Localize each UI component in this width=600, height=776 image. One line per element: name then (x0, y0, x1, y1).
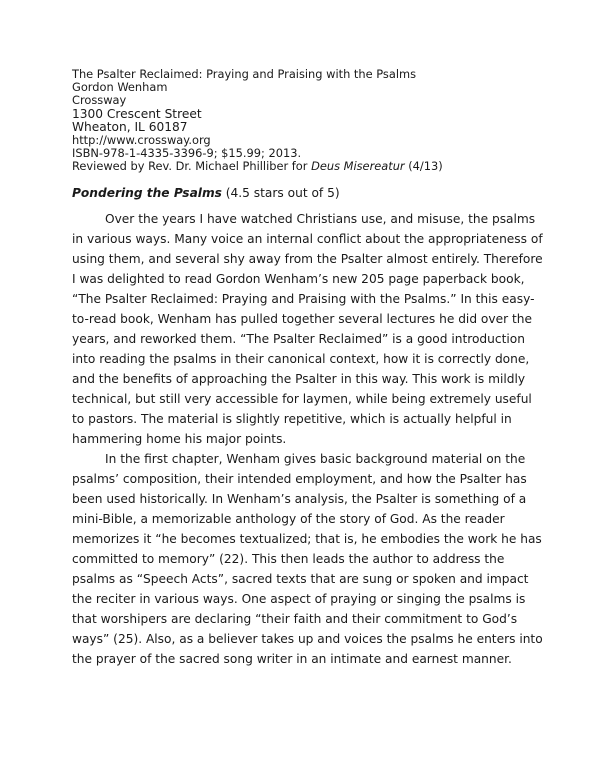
publisher-name: Crossway (72, 93, 127, 108)
review-header (72, 68, 544, 174)
book-author: Gordon Wenham (72, 80, 168, 95)
star-rating: (4.5 stars out of 5) (221, 185, 340, 200)
publisher-street: 1300 Crescent Street (72, 106, 202, 121)
book-title: The Psalter Reclaimed: Praying and Praising with the Psalms (72, 67, 417, 81)
publisher-city: Wheaton, IL 60187 (72, 119, 188, 134)
reviewer-prefix: Reviewed by Rev. Dr. Michael Philliber for (72, 159, 312, 174)
reviewer-line (72, 160, 544, 173)
document-page (72, 68, 544, 669)
section-heading (72, 185, 544, 201)
review-body (72, 209, 544, 669)
reviewer-blog-name: Deus Misereatur (311, 159, 405, 174)
section-title: Pondering the Psalms (72, 185, 222, 200)
publisher-website: http://www.crossway.org (72, 133, 211, 148)
body-paragraph-1: Over the years I have watched Christians use, and misuse, the psalms in various ways. Many voice an internal conflict about the appropriateness of using them, and several shy away from the Psalter almost entirely. Therefore I was delighted to read Gordon Wenham’s new 205 page paperback book, “The Psalter Reclaimed: Praying and Praising with the Psalms.” In this easy-to-read book, Wenham has pulled together several lectures he did over the years, and reworked them. “The Psalter Reclaimed” is a good introduction into reading the psalms in their canonical context, how it is correctly done, and the benefits of approaching the Psalter in this way. This work is mildly technical, but still very accessible for laymen, while being extremely useful to pastors. The material is slightly repetitive, which is actually helpful in hammering home his major points. (72, 211, 543, 446)
isbn-price-year: ISBN-978-1-4335-3396-9; $15.99; 2013. (72, 146, 302, 161)
review-date: (4/13) (404, 159, 443, 174)
body-paragraph-2: In the first chapter, Wenham gives basic background material on the psalms’ composition, their intended employment, and how the Psalter has been used historically. In Wenham’s analysis, the Psalter is something of a mini-Bible, a memorizable anthology of the story of God. As the reader memorizes it “he becomes textualized; that is, he embodies the work he has committed to memory” (22). This then leads the author to address the psalms as “Speech Acts”, sacred texts that are sung or spoken and impact the reciter in various ways. One aspect of praying or singing the psalms is that worshipers are declaring “their faith and their commitment to God’s ways” (25). Also, as a believer takes up and voices the psalms he enters into the prayer of the sacred song writer in an intimate and earnest manner. (72, 451, 543, 666)
